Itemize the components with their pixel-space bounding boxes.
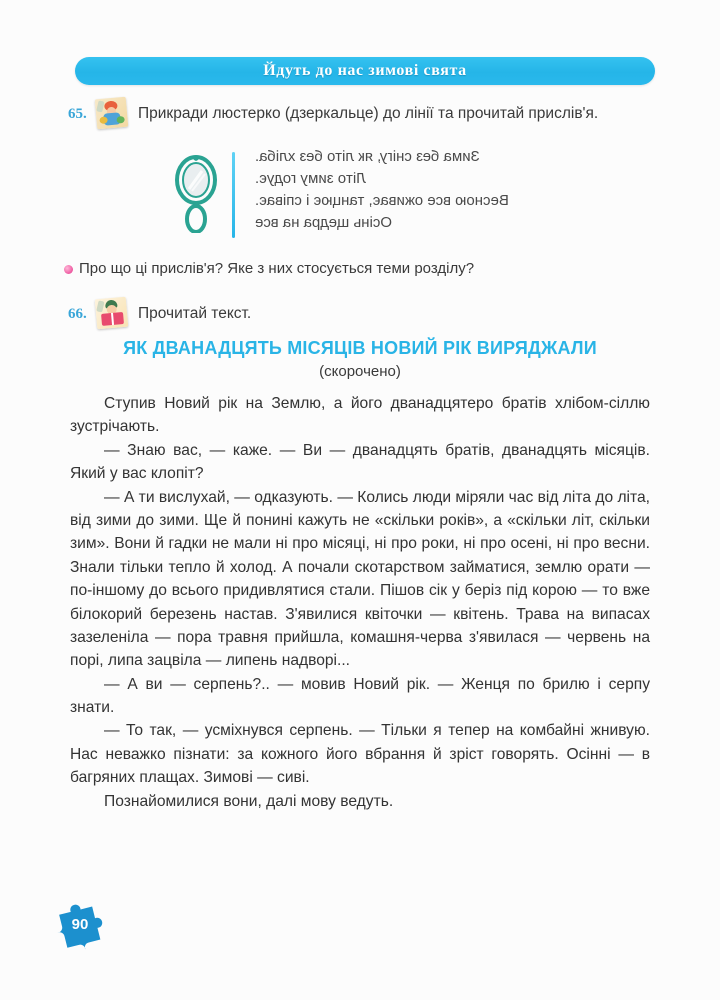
mirrored-proverbs-block	[255, 146, 655, 234]
exercise-65-number: 65.	[68, 105, 87, 122]
proverb-line: Осінь щедра на все	[255, 214, 392, 232]
exercise-65-instruction: Прикради люстерко (дзеркальце) до лінії та прочитай прислів'я.	[138, 105, 599, 123]
proverb-line: Літо зиму годує.	[255, 170, 367, 188]
story-paragraph: — А ти вислухай, — одказують. — Колись люди міряли час від літа до літа, від зими до зими. Ще й понині кажуть не «скільки років», а «скільки літ, скільки зим». Вони й гадки не мали ні про місяці, ні про роки, ні про осені, ні про весни. Знали тільки тепло й холод. А почали скотарством займатися, землю орати — по-іншому до всього придивлятися стали. Пішов сік у беріз під корою — то вже білокорий березень настав. З'явилися квіточки — квітень. Трава на випасах зазеленіла — пора травня прийшла, комашня-черва з'явилася — червень на порі, липа зацвіла — липень надворі...	[70, 488, 650, 670]
exercise-65-row	[68, 98, 598, 130]
story-title: ЯК ДВАНАДЦЯТЬ МІСЯЦІВ НОВИЙ РІК ВИРЯДЖАЛИ	[123, 338, 597, 358]
story-paragraph: — А ви — серпень?.. — мовив Новий рік. — Женця по брилю і серпу знати.	[70, 675, 650, 717]
proverb-line: Зима без снігу, як літо без хліба.	[255, 148, 480, 165]
proverb-line: Весною все оживає, танцює і співає.	[255, 192, 509, 210]
story-paragraph: — То так, — усміхнувся серпень. — Тільки я тепер на комбайні жнивую. Нас неважко пізнати: за кожного його вбрання й зріст говорять. Осінні — в багряних плащах. Зимові — сиві.	[70, 722, 650, 787]
story-paragraph: Познайомилися вони, далі мову ведуть.	[104, 792, 394, 810]
section-title: Йдуть до нас зимові свята	[263, 62, 467, 79]
boy-reading-book-card-icon	[96, 298, 130, 330]
story-subtitle: (скорочено)	[319, 363, 401, 380]
story-paragraph: Ступив Новий рік на Землю, а його дванадцятеро братів хлібом-сіллю зустрічають.	[70, 395, 650, 436]
exercise-66-number: 66.	[68, 305, 87, 322]
pink-bullet-icon	[64, 265, 73, 274]
puzzle-piece-icon	[52, 898, 108, 950]
story-paragraph: — Знаю вас, — каже. — Ви — дванадцять братів, дванадцять місяців. Який у вас клопіт?	[70, 441, 650, 483]
page-number: 90	[71, 915, 89, 933]
story-body	[70, 392, 650, 813]
vertical-blue-line	[232, 152, 235, 238]
exercise-66-instruction: Прочитай текст.	[138, 305, 252, 323]
girl-painting-card-icon	[96, 98, 130, 130]
bullet-question-text: Про що ці прислів'я? Яке з них стосується теми розділу?	[79, 260, 475, 277]
section-header-band	[75, 57, 655, 85]
bullet-question-row	[64, 259, 474, 279]
hand-mirror-icon	[173, 155, 219, 233]
exercise-66-row	[68, 298, 251, 330]
